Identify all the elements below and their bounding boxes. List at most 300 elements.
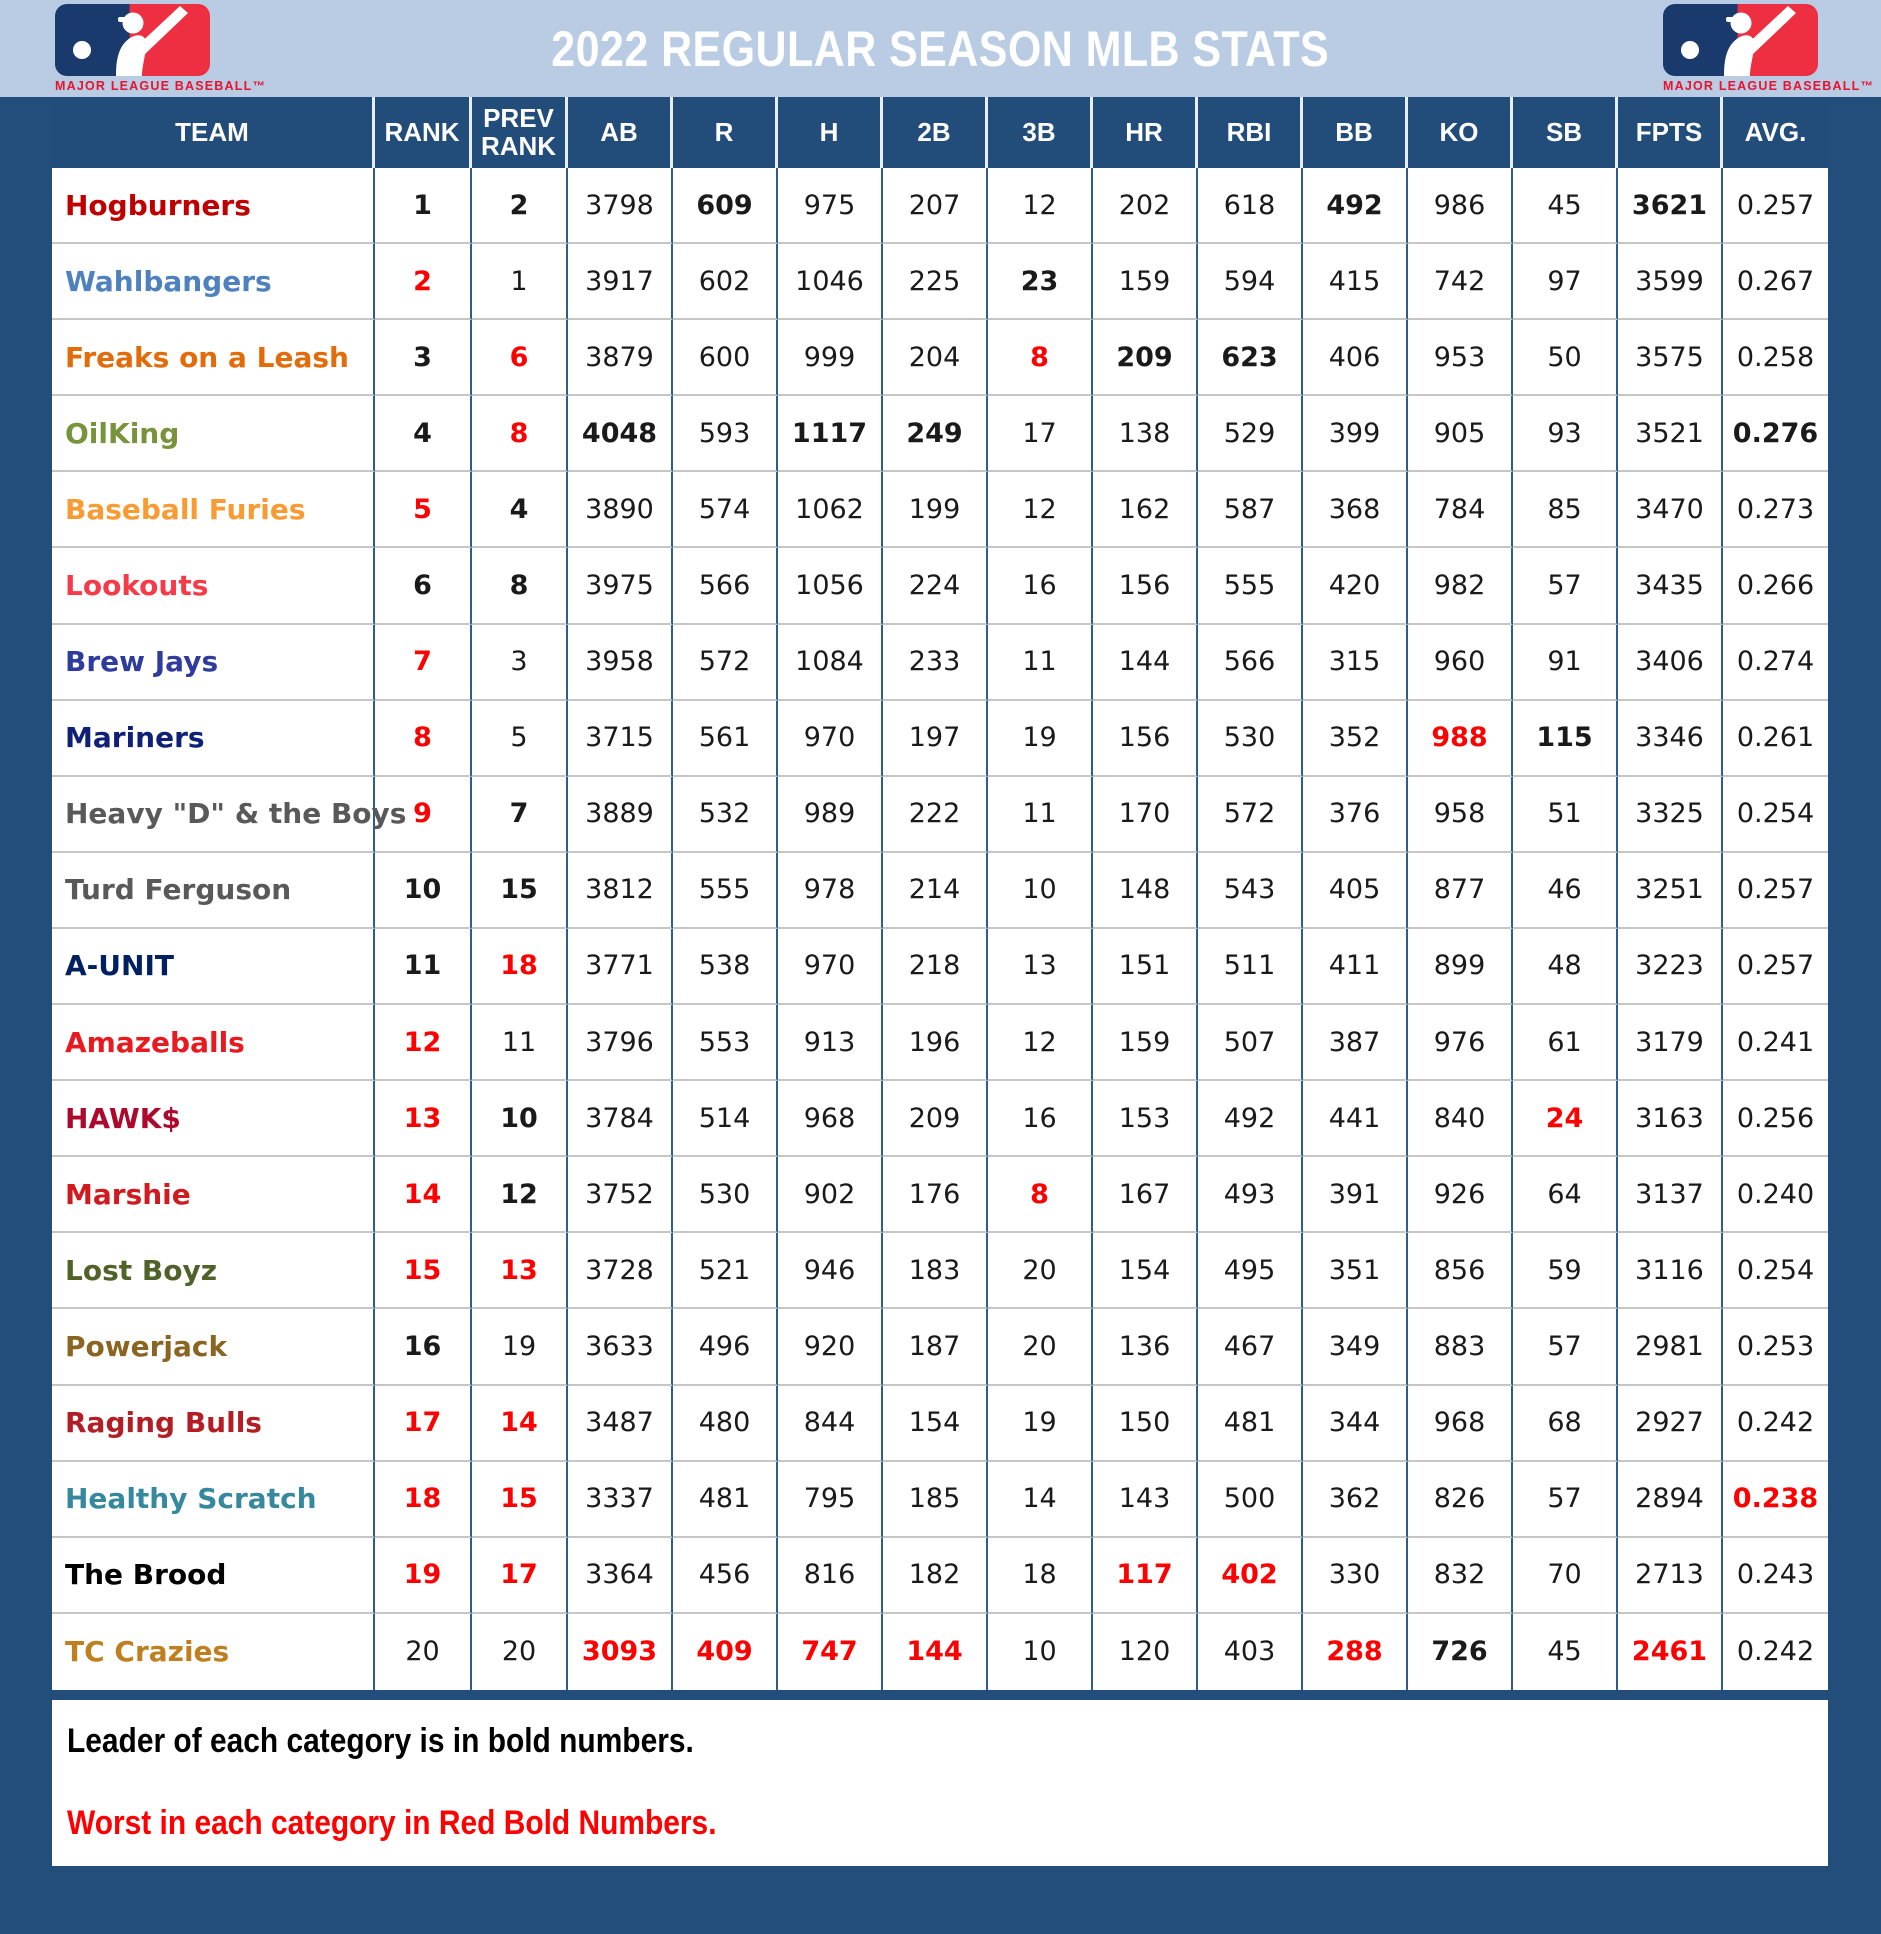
team-name: Lost Boyz [52,1233,375,1309]
stat-cell: 224 [883,548,988,624]
stat-cell: 349 [1303,1309,1408,1385]
stat-cell: 45 [1513,168,1618,244]
stat-cell: 877 [1408,853,1513,929]
stat-cell: 12 [988,1005,1093,1081]
table-row [52,1309,1828,1385]
stat-cell: 148 [1093,853,1198,929]
stat-cell: 2 [472,168,568,244]
stat-cell: 3137 [1618,1157,1723,1233]
table-row [52,1157,1828,1233]
stat-cell: 978 [778,853,883,929]
stat-cell: 50 [1513,320,1618,396]
stat-cell: 3251 [1618,853,1723,929]
table-row [52,548,1828,624]
stat-cell: 14 [988,1462,1093,1538]
stat-cell: 170 [1093,777,1198,853]
stat-cell: 0.242 [1736,1636,1815,1668]
stat-cell: 3364 [568,1538,673,1614]
column-header-ko: KO [1408,97,1513,168]
stat-cell: 222 [883,777,988,853]
column-header-sb: SB [1513,97,1618,168]
stat-cell: 2981 [1618,1309,1723,1385]
table-row [52,625,1828,701]
stat-cell: 0.266 [1723,548,1828,624]
stat-cell: 4 [472,472,568,548]
team-name: Turd Ferguson [52,853,375,929]
stat-cell: 0.276 [1723,396,1828,472]
stat-cell: 832 [1408,1538,1513,1614]
stat-cell: 0.257 [1723,168,1828,244]
stat-cell: 156 [1093,701,1198,777]
table-row [52,472,1828,548]
stat-cell: 600 [673,320,778,396]
stat-cell: 199 [883,472,988,548]
team-name: Marshie [52,1157,375,1233]
stat-cell: 492 [1198,1081,1303,1157]
team-name: Mariners [52,701,375,777]
column-header-fpts: FPTS [1618,97,1723,168]
stat-cell: 16 [988,548,1093,624]
table-row [52,168,1828,244]
stat-cell: 970 [778,701,883,777]
stat-cell: 481 [1198,1386,1303,1462]
stat-cell: 492 [1303,168,1408,244]
team-name: HAWK$ [52,1081,375,1157]
stat-cell: 10 [988,853,1093,929]
column-header-rbi: RBI [1198,97,1303,168]
column-header-team: TEAM [52,97,375,168]
stat-cell: 156 [1093,548,1198,624]
stat-cell: 856 [1408,1233,1513,1309]
column-header-hr: HR [1093,97,1198,168]
stat-cell: 913 [778,1005,883,1081]
stat-cell: 399 [1303,396,1408,472]
stat-cell: 3 [472,625,568,701]
stat-cell: 16 [375,1309,472,1385]
stat-cell: 225 [883,244,988,320]
team-name: Brew Jays [52,625,375,701]
stat-cell: 167 [1093,1157,1198,1233]
stat-cell: 511 [1198,929,1303,1005]
team-name: OilKing [52,396,375,472]
mlb-logo-right [1663,4,1875,93]
stat-cell: 3435 [1618,548,1723,624]
stat-cell: 958 [1408,777,1513,853]
table-row [52,320,1828,396]
stat-cell: 17 [375,1386,472,1462]
stat-cell: 0.243 [1723,1538,1828,1614]
column-header-r: R [673,97,778,168]
stat-cell: 3487 [568,1386,673,1462]
stat-cell: 85 [1513,472,1618,548]
stat-cell: 182 [883,1538,988,1614]
stat-cell: 4 [375,396,472,472]
stat-cell: 13 [472,1233,568,1309]
stat-cell: 11 [472,1005,568,1081]
table-row [52,396,1828,472]
stat-cell: 975 [778,168,883,244]
stat-cell: 12 [988,472,1093,548]
table-row [52,777,1828,853]
table-row [52,1462,1828,1538]
stat-cell: 315 [1303,625,1408,701]
stat-cell: 3346 [1618,701,1723,777]
stat-cell: 176 [883,1157,988,1233]
stat-cell: 197 [883,701,988,777]
stat-cell: 19 [375,1538,472,1614]
stat-cell: 20 [988,1309,1093,1385]
stat-cell: 61 [1513,1005,1618,1081]
stat-cell: 3521 [1618,396,1723,472]
stat-cell: 3179 [1618,1005,1723,1081]
stat-cell: 15 [472,1462,568,1538]
stat-cell: 960 [1408,625,1513,701]
stat-cell: 982 [1408,548,1513,624]
table-row [52,1005,1828,1081]
stat-cell: 18 [375,1462,472,1538]
legend-line-red: Worst in each category in Red Bold Numbers. [67,1804,717,1842]
stat-cell: 288 [1303,1614,1408,1690]
stat-cell: 572 [673,625,778,701]
column-header-h: H [778,97,883,168]
mlb-logo-caption: MAJOR LEAGUE BASEBALL™ [1663,79,1875,93]
stat-cell: 6 [375,548,472,624]
stat-cell: 905 [1408,396,1513,472]
table-row [52,1386,1828,1462]
stat-cell: 387 [1303,1005,1408,1081]
stat-cell: 402 [1198,1538,1303,1614]
stat-cell: 4048 [568,396,673,472]
stat-cell: 14 [375,1157,472,1233]
stat-cell: 441 [1303,1081,1408,1157]
stat-cell: 480 [673,1386,778,1462]
stat-cell: 3917 [568,244,673,320]
stat-cell: 623 [1198,320,1303,396]
stat-cell: 17 [472,1538,568,1614]
table-row [52,853,1828,929]
legend-box [52,1700,1828,1866]
title-row [0,0,1881,97]
stat-cell: 574 [673,472,778,548]
stat-cell: 144 [883,1614,988,1690]
stat-cell: 2894 [1618,1462,1723,1538]
stat-cell: 1084 [778,625,883,701]
team-name: Heavy "D" & the Boys [52,777,375,853]
stat-cell: 602 [673,244,778,320]
stat-cell: 11 [375,929,472,1005]
stat-cell: 0.253 [1723,1309,1828,1385]
table-row [52,1081,1828,1157]
stat-cell: 514 [673,1081,778,1157]
stat-cell: 467 [1198,1309,1303,1385]
stat-cell: 214 [883,853,988,929]
stat-cell: 561 [673,701,778,777]
stat-cell: 0.261 [1723,701,1828,777]
stat-cell: 406 [1303,320,1408,396]
stat-cell: 0.240 [1723,1157,1828,1233]
stat-cell: 968 [1408,1386,1513,1462]
stat-cell: 409 [673,1614,778,1690]
stat-cell: 3621 [1618,168,1723,244]
column-header-rank: RANK [375,97,472,168]
stat-cell: 970 [778,929,883,1005]
stat-cell: 24 [1513,1081,1618,1157]
stat-cell: 15 [472,853,568,929]
stat-cell: 3715 [568,701,673,777]
stat-cell: 3 [375,320,472,396]
stat-cell: 3812 [568,853,673,929]
stat-cell: 1056 [778,548,883,624]
stat-cell: 57 [1513,1309,1618,1385]
stat-cell: 344 [1303,1386,1408,1462]
stat-cell: 19 [988,701,1093,777]
stat-cell: 3116 [1618,1233,1723,1309]
team-name: Healthy Scratch [52,1462,375,1538]
stat-cell: 144 [1093,625,1198,701]
stat-cell: 68 [1513,1386,1618,1462]
stat-cell: 64 [1513,1157,1618,1233]
stat-cell: 3958 [568,625,673,701]
stat-cell: 0.257 [1723,929,1828,1005]
stat-cell: 249 [883,396,988,472]
team-name: Freaks on a Leash [52,320,375,396]
stat-cell: 742 [1408,244,1513,320]
stat-cell: 3470 [1618,472,1723,548]
stat-cell: 70 [1513,1538,1618,1614]
stat-cell: 154 [883,1386,988,1462]
table-row [52,1614,1828,1690]
stat-cell: 5 [375,472,472,548]
stat-cell: 351 [1303,1233,1408,1309]
stat-cell: 14 [472,1386,568,1462]
stat-cell: 481 [673,1462,778,1538]
stat-cell: 411 [1303,929,1408,1005]
stat-cell: 3890 [568,472,673,548]
stat-cell: 555 [1198,548,1303,624]
stat-cell: 0.241 [1723,1005,1828,1081]
stat-cell: 10 [472,1081,568,1157]
stat-cell: 521 [673,1233,778,1309]
stat-cell: 507 [1198,1005,1303,1081]
stat-cell: 883 [1408,1309,1513,1385]
stat-cell: 946 [778,1233,883,1309]
stat-cell: 496 [673,1309,778,1385]
stat-cell: 8 [472,396,568,472]
stat-cell: 726 [1408,1614,1513,1690]
stat-cell: 795 [778,1462,883,1538]
team-name: A-UNIT [52,929,375,1005]
stat-cell: 593 [673,396,778,472]
stat-cell: 3599 [1618,244,1723,320]
page-title: 2022 REGULAR SEASON MLB STATS [551,20,1330,77]
stat-cell: 989 [778,777,883,853]
stat-cell: 840 [1408,1081,1513,1157]
stat-cell: 18 [472,929,568,1005]
stat-cell: 7 [472,777,568,853]
stat-cell: 20 [375,1614,472,1690]
stat-cell: 6 [472,320,568,396]
stat-cell: 12 [472,1157,568,1233]
stat-cell: 3728 [568,1233,673,1309]
stat-cell: 3975 [568,548,673,624]
stat-cell: 3325 [1618,777,1723,853]
stat-cell: 3163 [1618,1081,1723,1157]
stat-cell: 420 [1303,548,1408,624]
team-name: Hogburners [52,168,375,244]
stat-cell: 91 [1513,625,1618,701]
stat-cell: 529 [1198,396,1303,472]
stat-cell: 747 [778,1614,883,1690]
stat-cell: 10 [375,853,472,929]
stat-cell: 8 [375,701,472,777]
stat-cell: 202 [1093,168,1198,244]
stat-cell: 530 [673,1157,778,1233]
stat-cell: 999 [778,320,883,396]
stat-cell: 150 [1093,1386,1198,1462]
stat-cell: 3633 [568,1309,673,1385]
stat-cell: 15 [375,1233,472,1309]
stat-cell: 185 [883,1462,988,1538]
stat-cell: 572 [1198,777,1303,853]
stat-cell: 2927 [1618,1386,1723,1462]
stat-cell: 45 [1513,1614,1618,1690]
legend-line-bold: Leader of each category is in bold numbers. [67,1722,694,1760]
stat-cell: 1062 [778,472,883,548]
stat-cell: 0.238 [1723,1462,1828,1538]
stat-cell: 207 [883,168,988,244]
table-row [52,1538,1828,1614]
stat-cell: 784 [1408,472,1513,548]
stat-cell: 500 [1198,1462,1303,1538]
stat-cell: 0.254 [1723,1233,1828,1309]
stat-cell: 826 [1408,1462,1513,1538]
stat-cell: 1 [375,168,472,244]
stat-cell: 159 [1093,244,1198,320]
stat-cell: 0.258 [1723,320,1828,396]
stat-cell: 0.274 [1723,625,1828,701]
stat-cell: 456 [673,1538,778,1614]
mlb-logo-caption: MAJOR LEAGUE BASEBALL™ [55,79,267,93]
stat-cell: 7 [375,625,472,701]
stat-cell: 587 [1198,472,1303,548]
stat-cell: 204 [883,320,988,396]
stat-cell: 376 [1303,777,1408,853]
stat-cell: 16 [988,1081,1093,1157]
team-name: The Brood [52,1538,375,1614]
stat-cell: 3889 [568,777,673,853]
stat-cell: 362 [1303,1462,1408,1538]
stat-cell: 555 [673,853,778,929]
mlb-logo-icon [1663,4,1818,76]
stat-cell: 97 [1513,244,1618,320]
team-name: Lookouts [52,548,375,624]
stat-cell: 495 [1198,1233,1303,1309]
team-name: Amazeballs [52,1005,375,1081]
table-row [52,929,1828,1005]
stat-cell: 3575 [1618,320,1723,396]
stat-cell: 0.254 [1723,777,1828,853]
stat-cell: 0.256 [1723,1081,1828,1157]
stat-cell: 3752 [568,1157,673,1233]
stat-cell: 11 [988,777,1093,853]
stat-cell: 0.242 [1723,1386,1828,1462]
stat-cell: 51 [1513,777,1618,853]
stat-cell: 415 [1303,244,1408,320]
team-name: Powerjack [52,1309,375,1385]
stat-cell: 976 [1408,1005,1513,1081]
stat-cell: 115 [1513,701,1618,777]
column-header-bb: BB [1303,97,1408,168]
stat-cell: 926 [1408,1157,1513,1233]
stat-cell: 405 [1303,853,1408,929]
column-header-3b: 3B [988,97,1093,168]
stat-cell: 899 [1408,929,1513,1005]
stat-cell: 13 [988,929,1093,1005]
stat-cell: 48 [1513,929,1618,1005]
stat-cell: 816 [778,1538,883,1614]
stat-cell: 844 [778,1386,883,1462]
stat-cell: 10 [988,1614,1093,1690]
column-header-prev-rank: PREV RANK [472,97,568,168]
stat-cell: 143 [1093,1462,1198,1538]
stat-cell: 3093 [568,1614,673,1690]
stat-cell: 162 [1093,472,1198,548]
stat-cell: 136 [1093,1309,1198,1385]
stat-cell: 46 [1513,853,1618,929]
stat-cell: 609 [673,168,778,244]
stat-cell: 117 [1093,1538,1198,1614]
stat-cell: 403 [1198,1614,1303,1690]
stat-cell: 618 [1198,168,1303,244]
stat-cell: 120 [1093,1614,1198,1690]
stat-cell: 8 [988,320,1093,396]
stat-cell: 23 [988,244,1093,320]
column-header-avg: AVG. [1744,116,1807,147]
stat-cell: 20 [988,1233,1093,1309]
stat-cell: 1117 [778,396,883,472]
stat-cell: 352 [1303,701,1408,777]
column-header-2b: 2B [883,97,988,168]
stat-cell: 19 [988,1386,1093,1462]
stat-cell: 19 [472,1309,568,1385]
stat-cell: 151 [1093,929,1198,1005]
stat-cell: 2713 [1618,1538,1723,1614]
stat-cell: 183 [883,1233,988,1309]
stat-cell: 3337 [568,1462,673,1538]
stat-cell: 57 [1513,1462,1618,1538]
stat-cell: 59 [1513,1233,1618,1309]
team-name: TC Crazies [52,1614,375,1690]
stat-cell: 988 [1408,701,1513,777]
stat-cell: 196 [883,1005,988,1081]
stat-cell: 368 [1303,472,1408,548]
stat-cell: 57 [1513,548,1618,624]
stat-cell: 209 [883,1081,988,1157]
stat-cell: 138 [1093,396,1198,472]
stat-cell: 3784 [568,1081,673,1157]
stat-cell: 20 [472,1614,568,1690]
stat-cell: 3406 [1618,625,1723,701]
stat-cell: 153 [1093,1081,1198,1157]
stat-cell: 2 [375,244,472,320]
table-row [52,1233,1828,1309]
stat-cell: 0.273 [1723,472,1828,548]
table-body [52,168,1828,1690]
stat-cell: 1046 [778,244,883,320]
stat-cell: 3771 [568,929,673,1005]
stat-cell: 187 [883,1309,988,1385]
team-name: Baseball Furies [52,472,375,548]
